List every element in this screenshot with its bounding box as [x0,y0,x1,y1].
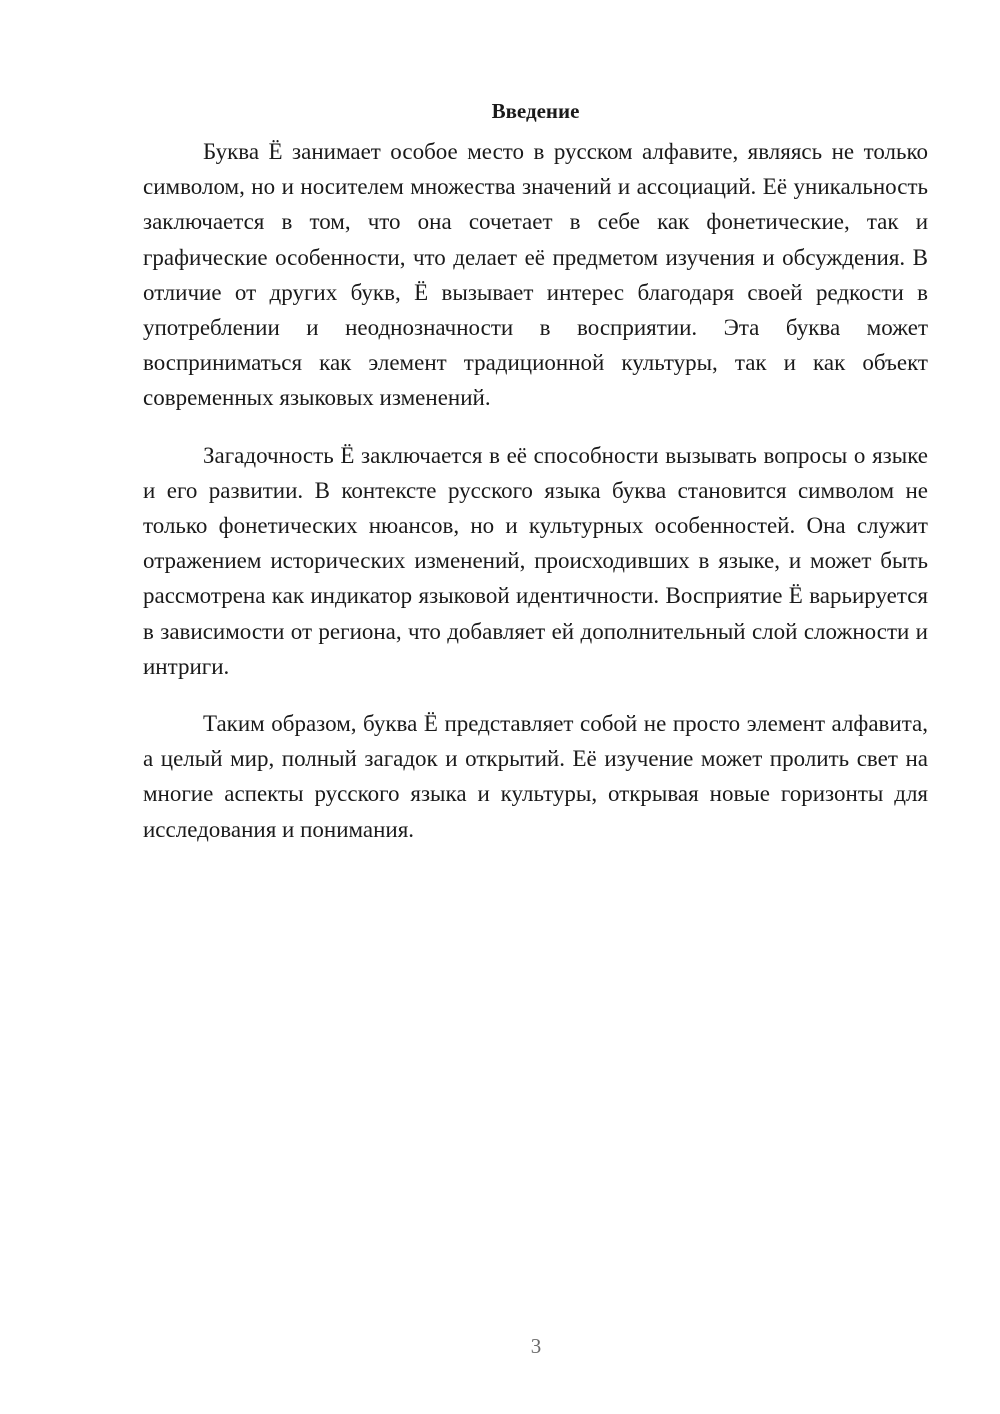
page-content [143,96,928,869]
paragraph-conclusion: Таким образом, буква Ё представляет собой не просто элемент алфавита, а целый мир, полный загадок и открытий. Её изучение может пролить свет на многие аспекты русского языка и культуры, открывая новые горизонты для исследования и понимания. [143,711,928,842]
page-number: 3 [530,1334,542,1358]
paragraph-mystery: Загадочность Ё заключается в её способности вызывать вопросы о языке и его развитии. В контексте русского языка буква становится символом не только фонетических нюансов, но и культурных особенностей. Она служит отражением исторических изменений, происходивших в языке, и может быть рассмотрена как индикатор языковой идентичности. Восприятие Ё варьируется в зависимости от региона, что добавляет ей дополнительный слой сложности и интриги. [143,442,928,679]
section-title: Введение [491,99,580,123]
paragraph-intro: Буква Ё занимает особое место в русском алфавите, являясь не только символом, но и носителем множества значений и ассоциаций. Её уникальность заключается в том, что она сочетает в себе как фонетические, так и графические особенности, что делает её предметом изучения и обсуждения. В отличие от других букв, Ё вызывает интерес благодаря своей редкости в употреблении и неоднозначности в восприятии. Эта буква может восприниматься как элемент традиционной культуры, так и как объект современных языковых изменений. [143,139,928,411]
